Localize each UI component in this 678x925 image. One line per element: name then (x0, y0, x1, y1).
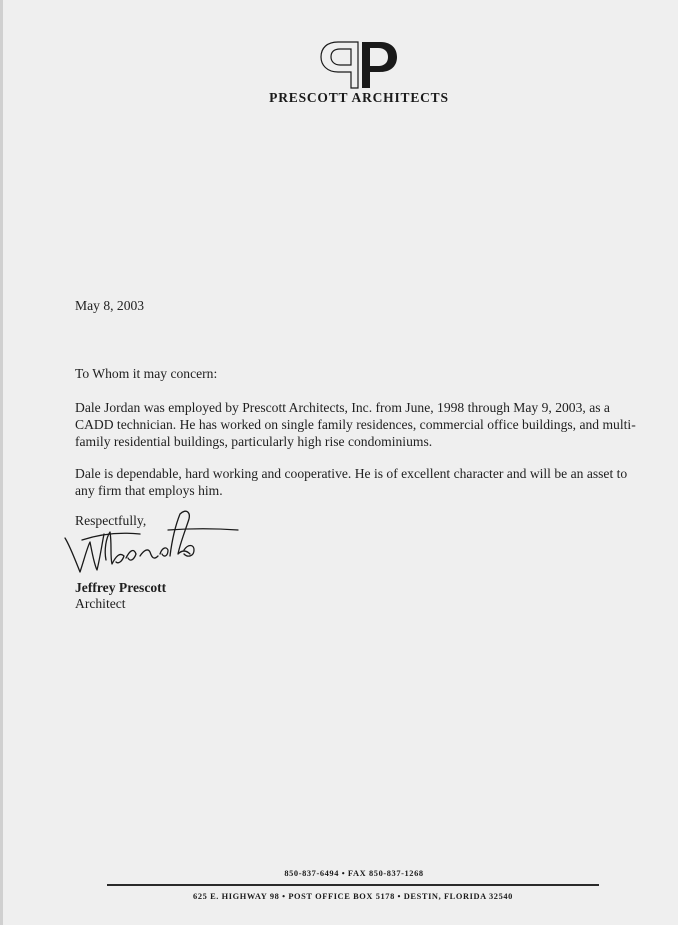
pp-monogram-logo (318, 40, 400, 90)
body-paragraph: Dale Jordan was employed by Prescott Architects, Inc. from June, 1998 through May 9, 2003, as a CADD technician. He has worked on single family residences, commercial office buildings, and multi-family residential buildings, particularly high rise condominiums. (75, 400, 636, 449)
signer-name: Jeffrey Prescott (75, 580, 167, 595)
salutation: To Whom it may concern: (75, 366, 218, 381)
body-paragraph: Dale is dependable, hard working and cooperative. He is of excellent character and will be an asset to any firm that employs him. (75, 466, 628, 498)
footer-divider (107, 884, 599, 886)
footer-phone-fax: 850-837-6494 • FAX 850-837-1268 (284, 869, 424, 878)
firm-name: PRESCOTT ARCHITECTS (269, 90, 449, 105)
footer-address: 625 E. HIGHWAY 98 • POST OFFICE BOX 5178 • DESTIN, FLORIDA 32540 (193, 892, 513, 901)
closing: Respectfully, (75, 513, 147, 528)
letter-date: May 8, 2003 (75, 298, 145, 313)
signer-title: Architect (75, 596, 126, 611)
page-edge-shadow (0, 0, 3, 925)
handwritten-signature (60, 500, 250, 580)
